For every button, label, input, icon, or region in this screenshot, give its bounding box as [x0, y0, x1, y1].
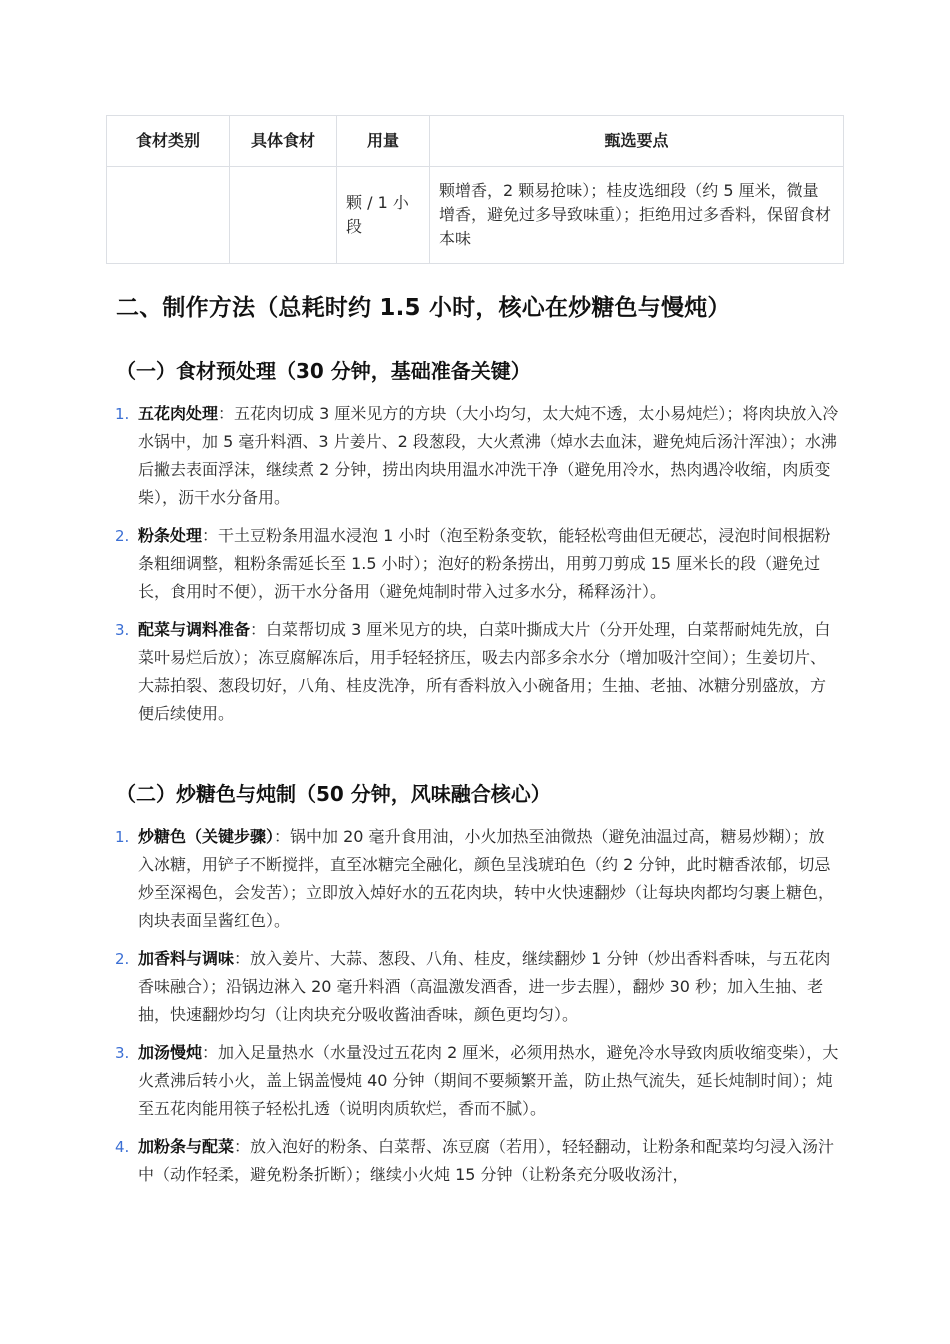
step-body: ：锅中加 20 毫升食用油，小火加热至油微热（避免油温过高，糖易炒糊）；放入冰糖，用铲子不断搅拌，直至冰糖完全融化，颜色呈浅琥珀色（约 2 分钟，此时糖香浓郁，切忌炒至深褐色，会发苦）；立即放入焯好水的五花肉块，转中火快速翻炒（让每块肉都均匀裹上糖色，肉块表面呈酱红色）。 [138, 827, 835, 930]
step-number: 3. [115, 1044, 130, 1062]
step-number: 2. [115, 527, 130, 545]
step-heading: 加香料与调味 [138, 949, 235, 968]
subsection-title-prep: （一）食材预处理（30 分钟，基础准备关键） [116, 359, 531, 383]
step-body: ：干土豆粉条用温水浸泡 1 小时（泡至粉条变软，能轻松弯曲但无硬芯，浸泡时间根据粉条粗细调整，粗粉条需延长至 1.5 小时）；泡好的粉条捞出，用剪刀剪成 15 厘米长的段（避免过长，食用时不便），沥干水分备用（避免炖制时带入过多水分，稀释汤汁）。 [138, 526, 831, 601]
ingredient-table [106, 115, 844, 264]
header-amount: 用量 [337, 116, 430, 167]
step-number: 1. [115, 405, 130, 423]
prep-steps-list [112, 400, 840, 738]
header-tips: 甄选要点 [430, 116, 844, 167]
list-item [112, 1133, 840, 1189]
header-item: 具体食材 [230, 116, 337, 167]
list-item [112, 823, 840, 935]
step-body: ：加入足量热水（水量没过五花肉 2 厘米，必须用热水，避免冷水导致肉质收缩变柴），大火煮沸后转小火，盖上锅盖慢炖 40 分钟（期间不要频繁开盖，防止热气流失，延长炖制时间）；炖至五花肉能用筷子轻松扎透（说明肉质软烂，香而不腻）。 [138, 1043, 839, 1118]
step-body: ：五花肉切成 3 厘米见方的方块（大小均匀，太大炖不透，太小易炖烂）；将肉块放入冷水锅中，加 5 毫升料酒、3 片姜片、2 段葱段，大火煮沸（焯水去血沫，避免炖后汤汁浑浊）；水沸后撇去表面浮沫，继续煮 2 分钟，捞出肉块用温水冲洗干净（避免用冷水，热肉遇冷收缩，肉质变柴），沥干水分备用。 [138, 404, 839, 507]
cell-amount: 颗 / 1 小段 [337, 167, 430, 264]
step-heading: 五花肉处理 [138, 404, 219, 423]
braise-steps-list [112, 823, 840, 1199]
list-item [112, 945, 840, 1029]
step-heading: 加粉条与配菜 [138, 1137, 235, 1156]
table-row [107, 167, 844, 264]
cell-category [107, 167, 230, 264]
list-item [112, 400, 840, 512]
step-number: 1. [115, 828, 130, 846]
section-title: 二、制作方法（总耗时约 1.5 小时，核心在炒糖色与慢炖） [116, 295, 731, 321]
header-category: 食材类别 [107, 116, 230, 167]
step-number: 2. [115, 950, 130, 968]
step-body: ：放入姜片、大蒜、葱段、八角、桂皮，继续翻炒 1 分钟（炒出香料香味，与五花肉香味融合）；沿锅边淋入 20 毫升料酒（高温激发酒香，进一步去腥），翻炒 30 秒；加入生抽、老抽，快速翻炒均匀（让肉块充分吸收酱油香味，颜色更均匀）。 [138, 949, 831, 1024]
step-heading: 加汤慢炖 [138, 1043, 203, 1062]
list-item [112, 616, 840, 728]
step-heading: 粉条处理 [138, 526, 203, 545]
step-body: ：放入泡好的粉条、白菜帮、冻豆腐（若用），轻轻翻动，让粉条和配菜均匀浸入汤汁中（动作轻柔，避免粉条折断）；继续小火炖 15 分钟（让粉条充分吸收汤汁， [138, 1137, 835, 1184]
list-item [112, 522, 840, 606]
step-number: 3. [115, 621, 130, 639]
subsection-title-braise: （二）炒糖色与炖制（50 分钟，风味融合核心） [116, 782, 551, 806]
step-body: ：白菜帮切成 3 厘米见方的块，白菜叶撕成大片（分开处理，白菜帮耐炖先放，白菜叶易烂后放）；冻豆腐解冻后，用手轻轻挤压，吸去内部多余水分（增加吸汁空间）；生姜切片、大蒜拍裂、葱段切好，八角、桂皮洗净，所有香料放入小碗备用；生抽、老抽、冰糖分别盛放，方便后续使用。 [138, 620, 831, 723]
cell-item [230, 167, 337, 264]
step-heading: 配菜与调料准备 [138, 620, 251, 639]
cell-tips: 颗增香，2 颗易抢味）；桂皮选细段（约 5 厘米，微量增香，避免过多导致味重）；拒绝用过多香料，保留食材本味 [430, 167, 844, 264]
table-header-row [107, 116, 844, 167]
step-number: 4. [115, 1138, 130, 1156]
step-heading: 炒糖色（关键步骤） [138, 827, 275, 846]
list-item [112, 1039, 840, 1123]
